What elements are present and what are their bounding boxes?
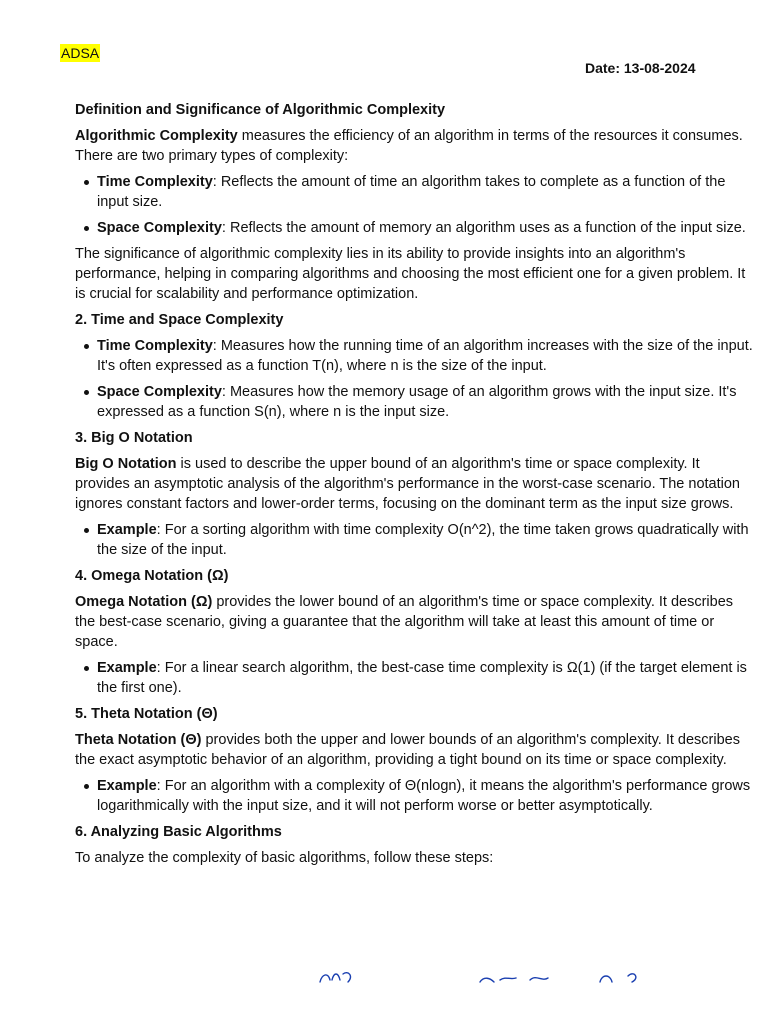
- bullet-term: Space Complexity: [97, 220, 222, 236]
- course-tag: ADSA: [61, 45, 100, 61]
- bullet-list: [75, 658, 755, 698]
- section-heading: Definition and Significance of Algorithmic Complexity: [75, 102, 446, 118]
- bullet-text: : For a sorting algorithm with time complexity O(n^2), the time taken grows quadratically with the size of the input.: [97, 522, 749, 558]
- bullet-text: : For a linear search algorithm, the best-case time complexity is Ω(1) (if the target element is the first one).: [97, 660, 747, 696]
- date-label: Date: 13-08-2024: [585, 60, 696, 76]
- bullet-text: : Measures how the memory usage of an algorithm grows with the input size. It's expressed as a function S(n), where n is the input size.: [97, 384, 737, 420]
- bullet-text: : Reflects the amount of memory an algorithm uses as a function of the input size.: [221, 220, 746, 236]
- intro-term: Algorithmic Complexity: [75, 128, 238, 144]
- section-heading: 4. Omega Notation (Ω): [75, 568, 229, 584]
- document-body: [75, 100, 755, 874]
- bullet-list: [75, 520, 755, 560]
- bullet-term: Example: [97, 660, 157, 676]
- intro-text: measures the efficiency of an algorithm in terms of the resources it consumes. There are two primary types of complexity:: [75, 128, 743, 164]
- intro-text: provides the lower bound of an algorithm's time or space complexity. It describes the best-case scenario, giving a guarantee that the algorithm will take at least this amount of time or space.: [75, 594, 734, 650]
- list-item: [75, 218, 755, 238]
- bullet-list: [75, 172, 755, 238]
- bullet-term: Example: [97, 778, 157, 794]
- intro-term: Big O Notation: [75, 456, 177, 472]
- bullet-list: [75, 336, 755, 422]
- section-heading: 5. Theta Notation (Θ): [75, 706, 218, 722]
- bullet-term: Space Complexity: [97, 384, 222, 400]
- bullet-text: : Measures how the running time of an algorithm increases with the size of the input. It's often expressed as a function T(n), where n is the size of the input.: [97, 338, 753, 374]
- intro-text: is used to describe the upper bound of an algorithm's time or space complexity. It provides an asymptotic analysis of the algorithm's performance in the worst-case scenario. The notation ignores constant factors and lower-order terms, focusing on the dominant term as the input size grows.: [75, 456, 740, 512]
- section-intro: [75, 454, 755, 514]
- list-item: [75, 520, 755, 560]
- section-intro: [75, 730, 755, 770]
- section-heading: 6. Analyzing Basic Algorithms: [75, 824, 282, 840]
- intro-term: Omega Notation (Ω): [75, 594, 213, 610]
- intro-term: Theta Notation (Θ): [75, 732, 202, 748]
- bullet-text: : For an algorithm with a complexity of Θ(nlogn), it means the algorithm's performance grows logarithmically with the input size, and it will not perform worse or better asymptotically.: [97, 778, 751, 814]
- list-item: [75, 776, 755, 816]
- bullet-term: Time Complexity: [97, 174, 213, 190]
- list-item: [75, 336, 755, 376]
- bullet-term: Example: [97, 522, 157, 538]
- list-item: [75, 658, 755, 698]
- bullet-term: Time Complexity: [97, 338, 213, 354]
- section-intro: To analyze the complexity of basic algorithms, follow these steps:: [75, 850, 494, 866]
- section-heading: 2. Time and Space Complexity: [75, 312, 284, 328]
- list-item: [75, 382, 755, 422]
- section-intro: [75, 126, 755, 166]
- list-item: [75, 172, 755, 212]
- bullet-list: [75, 776, 755, 816]
- handwriting-scribble: [310, 966, 650, 988]
- section-outro: The significance of algorithmic complexity lies in its ability to provide insights into an algorithm's performance, helping in comparing algorithms and choosing the most efficient one for a given problem. It is crucial for scalability and performance optimization.: [75, 246, 746, 302]
- section-intro: [75, 592, 755, 652]
- intro-text: provides both the upper and lower bounds of an algorithm's complexity. It describes the exact asymptotic behavior of an algorithm, providing a tight bound on its time or space complexity.: [75, 732, 740, 768]
- bullet-text: : Reflects the amount of time an algorithm takes to complete as a function of the input size.: [97, 174, 726, 210]
- section-heading: 3. Big O Notation: [75, 430, 193, 446]
